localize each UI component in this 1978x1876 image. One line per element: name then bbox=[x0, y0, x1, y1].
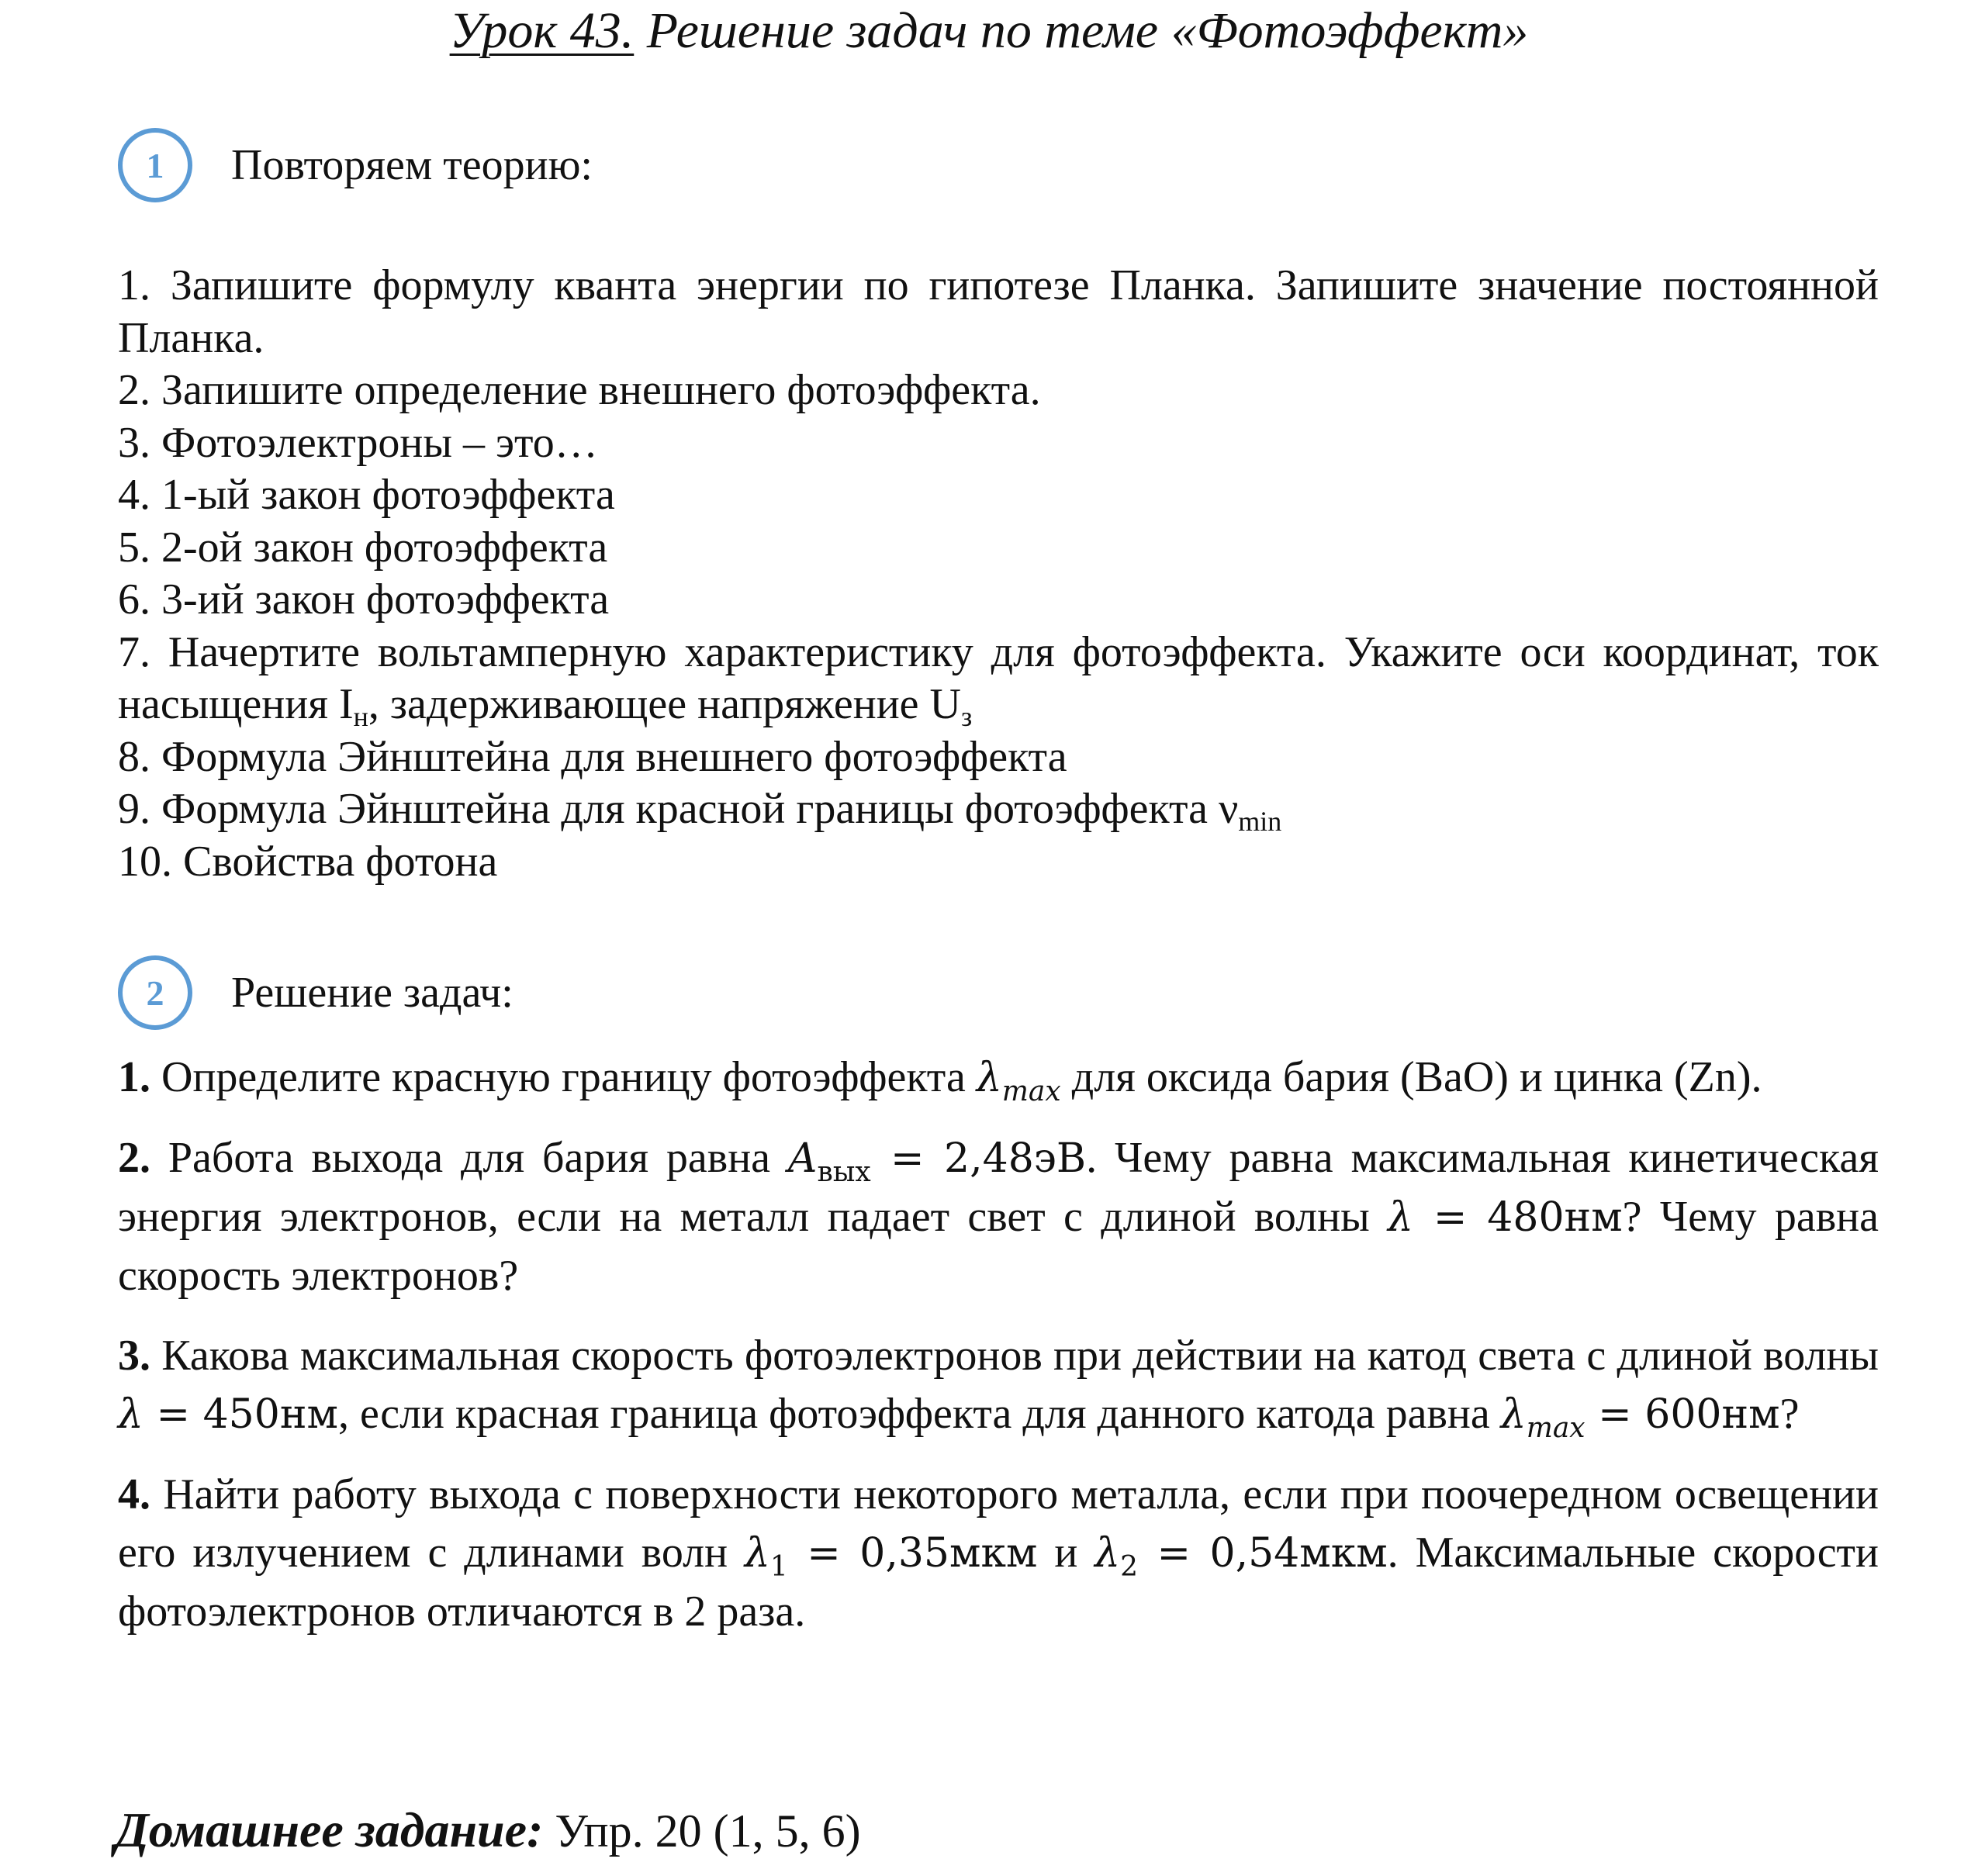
task-text: Какова максимальная скорость фотоэлектронов при действии на катод света с длиной волны bbox=[150, 1332, 1879, 1380]
theory-item: 8. Формула Эйнштейна для внешнего фотоэффекта bbox=[118, 732, 1067, 781]
lesson-number: Урок 43. bbox=[449, 2, 635, 59]
stopping-voltage-subscript: з bbox=[960, 701, 973, 732]
lambda-subscript: 1 bbox=[769, 1551, 788, 1583]
lambda-symbol: λ bbox=[976, 1055, 1002, 1101]
wavelength-value: = 480нм bbox=[1413, 1194, 1623, 1241]
task-text: , если красная граница фотоэффекта для данного катода равна bbox=[337, 1390, 1501, 1438]
theory-item: 10. Свойства фотона bbox=[118, 837, 498, 886]
theory-item: 2. Запишите определение внешнего фотоэффекта. bbox=[118, 366, 1041, 414]
theory-list bbox=[118, 260, 1879, 888]
section-theory-header bbox=[118, 123, 593, 208]
theory-item: 6. 3-ий закон фотоэффекта bbox=[118, 575, 610, 624]
section-number-badge: 1 bbox=[118, 128, 192, 202]
saturation-current-subscript: н bbox=[353, 701, 368, 732]
section-tasks-header bbox=[118, 950, 514, 1035]
task-number: 2. bbox=[118, 1134, 150, 1182]
section-tasks-label: Решение задач: bbox=[231, 969, 514, 1017]
task-number: 4. bbox=[118, 1470, 150, 1518]
task-number: 3. bbox=[118, 1332, 150, 1380]
task-2 bbox=[118, 1129, 1879, 1305]
task-text: ? Чему равна скорость электронов? bbox=[118, 1193, 1879, 1300]
task-text: Найти работу выхода с поверхности некоторого металла, если при поочередном освещении его излучением с длинами волн bbox=[118, 1470, 1879, 1577]
task-text: Определите красную границу фотоэффекта bbox=[150, 1053, 977, 1101]
lambda-symbol: λ bbox=[744, 1530, 770, 1577]
red-limit-value: = 600нм bbox=[1585, 1391, 1780, 1438]
section-theory-label: Повторяем теорию: bbox=[231, 141, 593, 189]
task-text: . Чему равна максимальная кинетическая энергия электронов, если на металл падает свет с длиной волны bbox=[118, 1134, 1879, 1241]
work-function-symbol: A bbox=[787, 1135, 818, 1182]
theory-item: 5. 2-ой закон фотоэффекта bbox=[118, 523, 608, 572]
lambda-symbol: λ bbox=[1094, 1530, 1121, 1577]
task-text: и bbox=[1037, 1529, 1095, 1577]
theory-item: 1. Запишите формулу кванта энергии по гипотезе Планка. Запишите значение постоянной Планка. bbox=[118, 261, 1879, 362]
homework-label: Домашнее задание: bbox=[115, 1802, 544, 1857]
task-text: Работа выхода для бария равна bbox=[150, 1134, 788, 1182]
task-4 bbox=[118, 1466, 1879, 1641]
lambda-subscript: 2 bbox=[1120, 1551, 1139, 1583]
homework-line bbox=[115, 1799, 861, 1862]
theory-item-7-mid: , задерживающее напряжение U bbox=[368, 680, 961, 728]
task-text: . Максимальные скорости фотоэлектронов отличаются в 2 раза. bbox=[118, 1529, 1879, 1636]
wavelength-value: = 450нм bbox=[143, 1391, 338, 1438]
wavelength-value: = 0,35мкм bbox=[787, 1530, 1038, 1577]
task-text: для оксида бария (BaO) и цинка (Zn). bbox=[1060, 1053, 1762, 1101]
lambda-symbol: λ bbox=[118, 1391, 144, 1438]
nu-min-subscript: min bbox=[1238, 806, 1282, 837]
lambda-subscript: max bbox=[1001, 1076, 1061, 1107]
theory-item: 4. 1-ый закон фотоэффекта bbox=[118, 471, 615, 519]
task-1 bbox=[118, 1049, 1879, 1107]
theory-item bbox=[118, 627, 1879, 731]
lesson-topic: Решение задач по теме «Фотоэффект» bbox=[646, 2, 1529, 59]
homework-text: Упр. 20 (1, 5, 6) bbox=[543, 1805, 861, 1857]
theory-item-9-text: 9. Формула Эйнштейна для красной границы фотоэффекта ν bbox=[118, 785, 1239, 833]
work-function-subscript: вых bbox=[817, 1156, 871, 1188]
wavelength-value: = 0,54мкм bbox=[1138, 1530, 1388, 1577]
theory-item bbox=[118, 783, 1879, 836]
work-function-value: = 2,48эВ bbox=[870, 1135, 1087, 1182]
task-3 bbox=[118, 1327, 1879, 1444]
task-list bbox=[118, 1049, 1879, 1663]
task-number: 1. bbox=[118, 1053, 150, 1101]
theory-item-7-text: 7. Начертите вольтамперную характеристику для фотоэффекта. Укажите оси координат, ток насыщения I bbox=[118, 627, 1879, 728]
section-number-badge: 2 bbox=[118, 955, 192, 1030]
lambda-symbol: λ bbox=[1500, 1391, 1527, 1438]
lambda-symbol: λ bbox=[1388, 1194, 1414, 1241]
lambda-subscript: max bbox=[1526, 1412, 1586, 1444]
task-text: ? bbox=[1779, 1390, 1800, 1438]
theory-item: 3. Фотоэлектроны – это… bbox=[118, 418, 598, 467]
page-title bbox=[0, 0, 1978, 62]
